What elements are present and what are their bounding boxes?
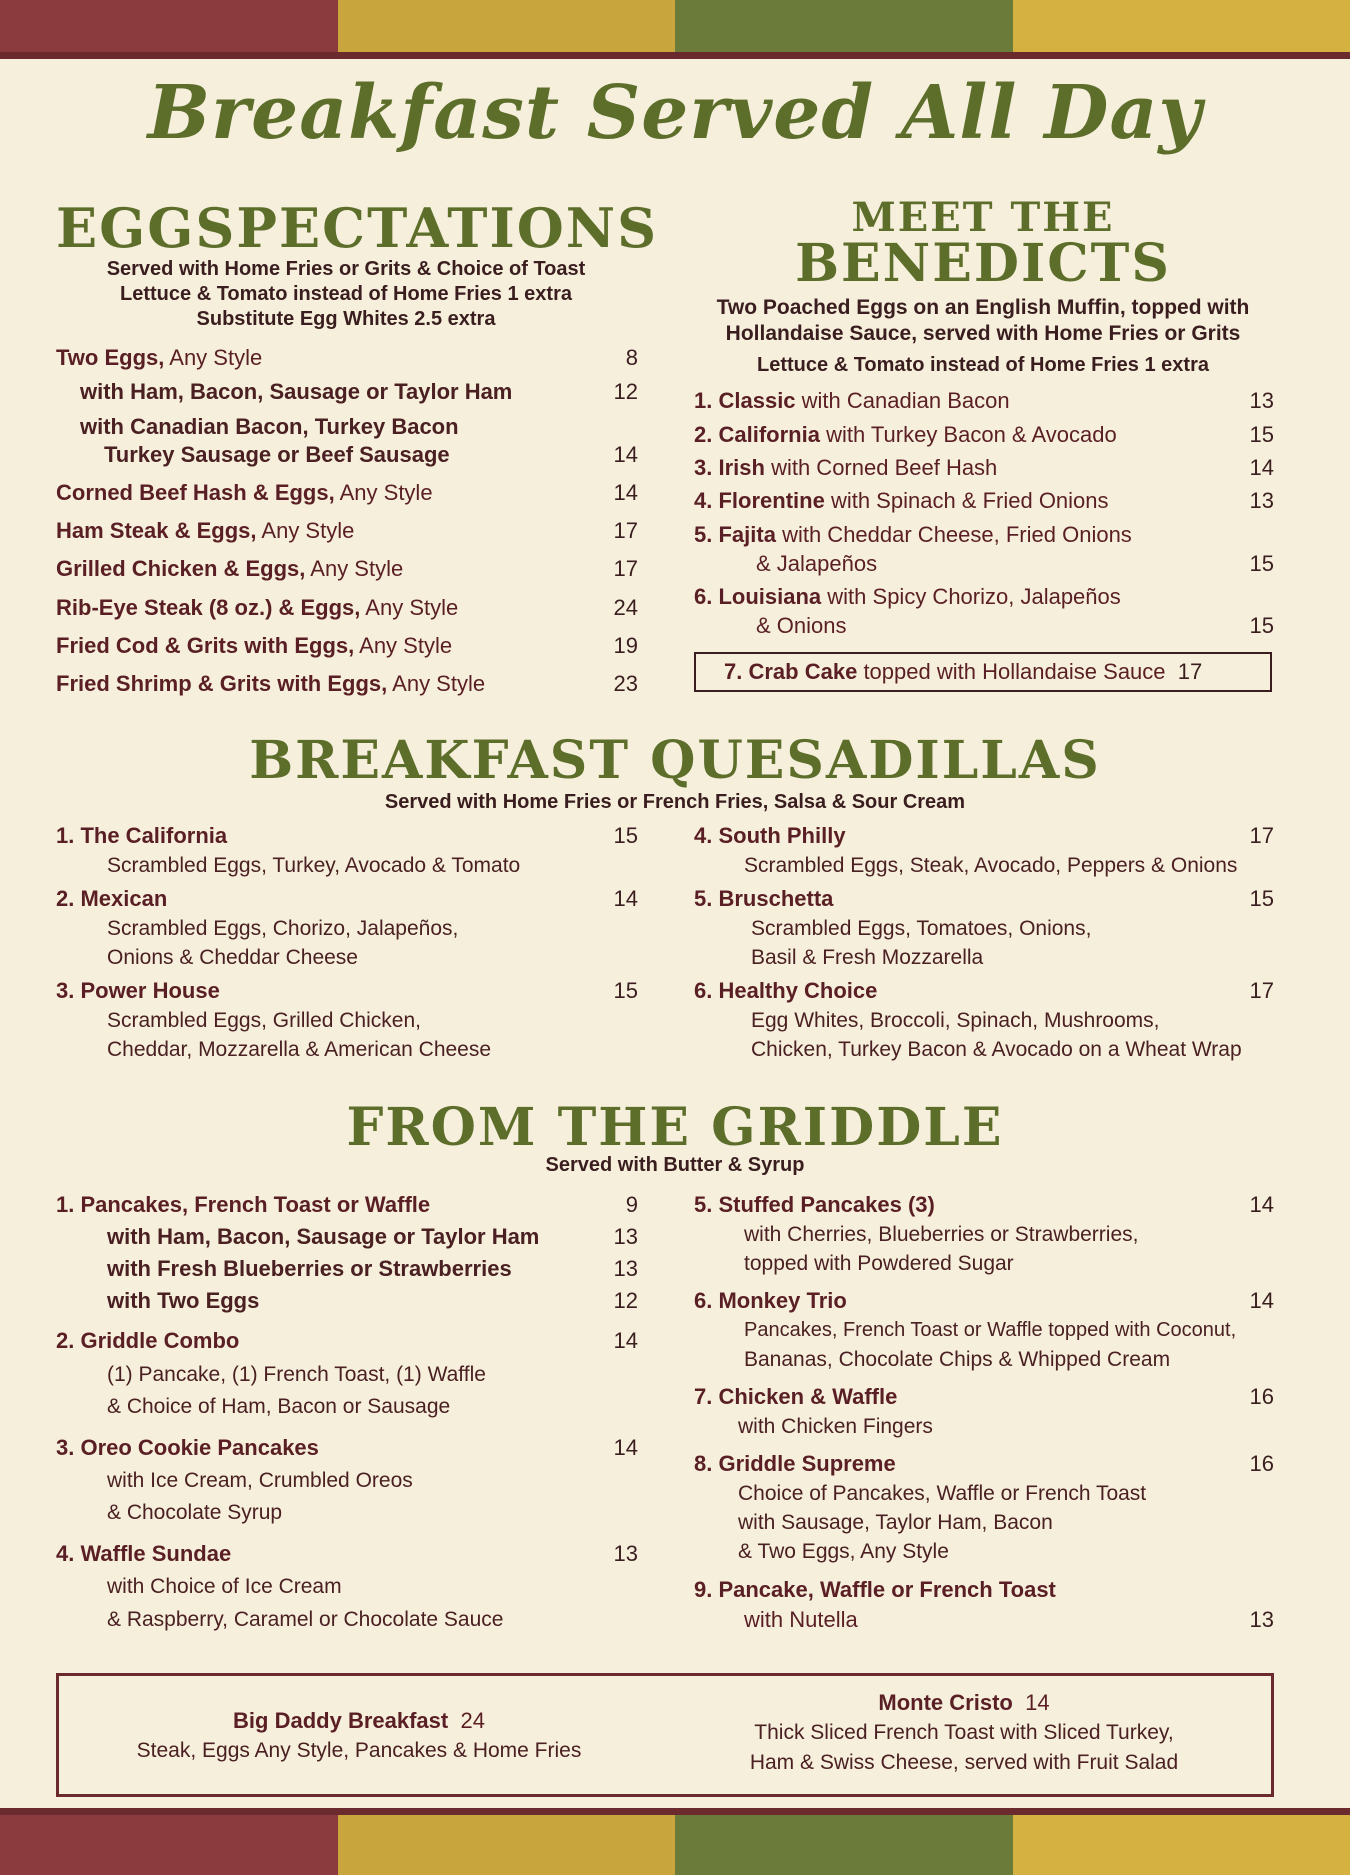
eggspectations-sub2: Lettuce & Tomato instead of Home Fries 1 extra [120, 283, 572, 305]
item-desc: Cheddar, Mozzarella & American Cheese [107, 1038, 492, 1061]
item-desc: with Sausage, Taylor Ham, Bacon [738, 1511, 1053, 1534]
menu-item: Rib-Eye Steak (8 oz.) & Eggs, Any Style 24 [56, 595, 638, 620]
eggspectations-sub1: Served with Home Fries or Grits & Choice of Toast [106, 258, 586, 280]
benedicts-title-line1: MEET THE [851, 194, 1115, 241]
menu-item: Fried Shrimp & Grits with Eggs, Any Style 23 [56, 671, 638, 696]
item-desc: Scrambled Eggs, Chorizo, Jalapeños, [107, 917, 459, 940]
quesadillas-sub: Served with Home Fries or French Fries, Salsa & Sour Cream [384, 791, 966, 813]
item-desc: Chicken, Turkey Bacon & Avocado on a Wheat Wrap [751, 1038, 1242, 1061]
item-desc: Basil & Fresh Mozzarella [751, 946, 984, 969]
menu-item: 2. Mexican 14 [56, 886, 638, 911]
bottom-rule [0, 1808, 1350, 1815]
benedicts-sub2: Hollandaise Sauce, served with Home Fries or Grits [725, 322, 1241, 345]
monte-cristo-item: Monte Cristo 14 [878, 1690, 1050, 1715]
menu-item: 1. The California 15 [56, 823, 638, 848]
bottom-color-stripes [0, 1815, 1350, 1875]
menu-item: 3. Irish with Corned Beef Hash 14 [694, 455, 1274, 480]
menu-item: Fried Cod & Grits with Eggs, Any Style 19 [56, 633, 638, 658]
menu-item: with Ham, Bacon, Sausage or Taylor Ham 13 [107, 1224, 638, 1249]
item-desc: Choice of Pancakes, Waffle or French Toast [738, 1482, 1147, 1505]
top-color-stripes [0, 0, 1350, 52]
item-desc: & Raspberry, Caramel or Chocolate Sauce [107, 1608, 504, 1631]
top-rule [0, 52, 1350, 59]
menu-item: 3. Power House 15 [56, 978, 638, 1003]
monte-cristo-desc1: Thick Sliced French Toast with Sliced Turkey, [754, 1721, 1174, 1744]
item-desc: with Ice Cream, Crumbled Oreos [107, 1469, 413, 1492]
menu-item-cont: Turkey Sausage or Beef Sausage 14 [104, 442, 638, 467]
griddle-sub: Served with Butter & Syrup [545, 1154, 805, 1176]
menu-item: Corned Beef Hash & Eggs, Any Style 14 [56, 480, 638, 505]
menu-item: with Two Eggs 12 [107, 1288, 638, 1313]
benedicts-title-line2: BENEDICTS [795, 233, 1171, 294]
menu-item: 9. Pancake, Waffle or French Toast [694, 1577, 1056, 1602]
big-daddy-item: Big Daddy Breakfast 24 [233, 1708, 485, 1733]
menu-item: with Fresh Blueberries or Strawberries 13 [107, 1256, 638, 1281]
item-desc: Scrambled Eggs, Turkey, Avocado & Tomato [107, 854, 521, 877]
eggspectations-title: EGGSPECTATIONS [56, 196, 659, 260]
menu-item: 4. South Philly 17 [694, 823, 1274, 848]
item-desc: Egg Whites, Broccoli, Spinach, Mushrooms, [751, 1009, 1160, 1032]
menu-item: 6. Healthy Choice 17 [694, 978, 1274, 1003]
item-desc: Onions & Cheddar Cheese [107, 946, 358, 969]
monte-cristo-desc2: Ham & Swiss Cheese, served with Fruit Salad [749, 1751, 1179, 1774]
menu-item-cont: & Jalapeños 15 [756, 551, 1274, 576]
menu-item: 1. Classic with Canadian Bacon 13 [694, 388, 1274, 413]
menu-item-cont: & Onions 15 [756, 613, 1274, 638]
item-desc: with Chicken Fingers [738, 1415, 933, 1438]
item-desc: with Cherries, Blueberries or Strawberries, [744, 1223, 1139, 1246]
menu-item: 2. Griddle Combo 14 [56, 1328, 638, 1353]
quesadillas-title: BREAKFAST QUESADILLAS [249, 730, 1101, 791]
eggspectations-sub3: Substitute Egg Whites 2.5 extra [196, 308, 496, 330]
menu-item: 5. Stuffed Pancakes (3) 14 [694, 1192, 1274, 1217]
benedicts-sub1: Two Poached Eggs on an English Muffin, topped with [716, 296, 1250, 319]
menu-item: 7. Crab Cake topped with Hollandaise Sauce 17 [724, 659, 1203, 684]
item-desc: & Two Eggs, Any Style [738, 1540, 949, 1563]
menu-item: 4. Waffle Sundae 13 [56, 1541, 638, 1566]
menu-item: 8. Griddle Supreme 16 [694, 1451, 1274, 1476]
item-desc: Scrambled Eggs, Grilled Chicken, [107, 1009, 421, 1032]
page-title: Breakfast Served All Day [147, 70, 1203, 156]
menu-item: 7. Chicken & Waffle 16 [694, 1384, 1274, 1409]
item-desc: topped with Powdered Sugar [744, 1252, 1014, 1275]
item-desc: Pancakes, French Toast or Waffle topped with Coconut, [744, 1319, 1237, 1341]
item-desc: Bananas, Chocolate Chips & Whipped Cream [744, 1348, 1171, 1371]
item-desc: (1) Pancake, (1) French Toast, (1) Waffle [107, 1363, 486, 1386]
big-daddy-desc: Steak, Eggs Any Style, Pancakes & Home Fries [136, 1739, 582, 1762]
menu-item: Grilled Chicken & Eggs, Any Style 17 [56, 556, 638, 581]
crab-cake-box [694, 652, 1272, 692]
menu-item: 5. Bruschetta 15 [694, 886, 1274, 911]
menu-item: 1. Pancakes, French Toast or Waffle 9 [56, 1192, 638, 1217]
item-desc: & Chocolate Syrup [107, 1501, 283, 1524]
menu-item: 4. Florentine with Spinach & Fried Onions 13 [694, 488, 1274, 513]
menu-item: 3. Oreo Cookie Pancakes 14 [56, 1435, 638, 1460]
benedicts-sub3: Lettuce & Tomato instead of Home Fries 1 extra [757, 354, 1209, 376]
menu-item: 6. Louisiana with Spicy Chorizo, Jalapeños [694, 584, 1121, 609]
menu-item-cont: with Nutella 13 [744, 1607, 1274, 1632]
item-desc: & Choice of Ham, Bacon or Sausage [107, 1395, 451, 1418]
menu-item: 2. California with Turkey Bacon & Avocado 15 [694, 422, 1274, 447]
specials-box [56, 1673, 1274, 1797]
item-desc: with Choice of Ice Cream [107, 1575, 342, 1598]
menu-item: Two Eggs, Any Style 8 [56, 345, 638, 370]
menu-item: with Ham, Bacon, Sausage or Taylor Ham 12 [80, 379, 638, 404]
item-desc: Scrambled Eggs, Tomatoes, Onions, [751, 917, 1092, 940]
menu-item: 6. Monkey Trio 14 [694, 1288, 1274, 1313]
menu-item: with Canadian Bacon, Turkey Bacon [80, 414, 459, 439]
menu-item: Ham Steak & Eggs, Any Style 17 [56, 518, 638, 543]
menu-item: 5. Fajita with Cheddar Cheese, Fried Onions [694, 522, 1132, 547]
item-desc: Scrambled Eggs, Steak, Avocado, Peppers & Onions [744, 854, 1238, 877]
griddle-title: FROM THE GRIDDLE [346, 1097, 1004, 1158]
